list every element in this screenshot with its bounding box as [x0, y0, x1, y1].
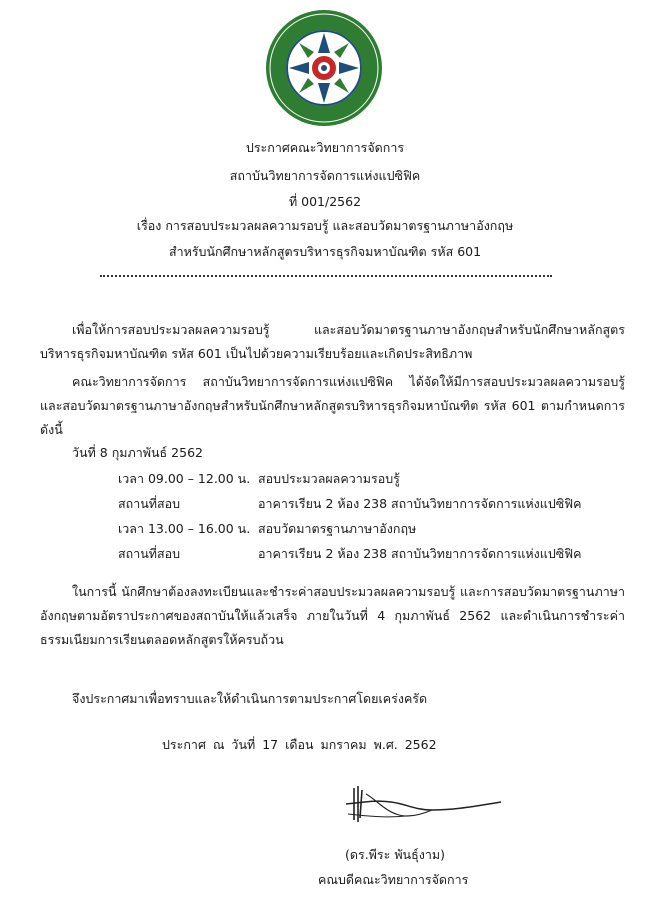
header-title: ประกาศคณะวิทยาการจัดการ: [245, 140, 405, 155]
signer-title: คณบดีคณะวิทยาการจัดการ: [318, 872, 469, 887]
schedule-row: [118, 469, 400, 489]
schedule-row: [118, 544, 581, 564]
schedule-row: [118, 494, 581, 514]
schedule-label: เวลา 09.00 – 12.00 น.: [118, 471, 251, 486]
header-number: ที่ 001/2562: [288, 194, 362, 209]
schedule-label: สถานที่สอบ: [118, 546, 181, 561]
paragraph-registration-text: ในการนี้ นักศึกษาต้องลงทะเบียนและชำระค่าสอบประมวลผลความรอบรู้ และการสอบวัดมาตรฐานภาษาอังกฤษตามอัตราประกาศของสถาบันให้แล้วเสร็จ ภายในวันที่ 4 กุมภาพันธ์ 2562 และดำเนินการชำระค่าธรรมเนียมการเรียนตลอดหลักสูตรให้ครบถ้วน: [40, 584, 625, 647]
signer-name: (ดร.พีระ พันธุ์งาม): [345, 847, 445, 862]
header-institute: สถาบันวิทยาการจัดการแห่งแปซิฟิค: [229, 168, 421, 183]
schedule-value: อาคารเรียน 2 ห้อง 238 สถาบันวิทยาการจัดการแห่งแปซิฟิค: [258, 496, 582, 511]
paragraph-purpose: [40, 318, 625, 366]
signature-icon: [336, 780, 506, 832]
paragraph-arrangement-text: คณะวิทยาการจัดการ สถาบันวิทยาการจัดการแห่งแปซิฟิค ได้จัดให้มีการสอบประมวลผลความรอบรู้ และสอบวัดมาตรฐานภาษาอังกฤษสำหรับนักศึกษาหลักสูตรบริหารธุรกิจมหาบัณฑิต รหัส 601 ตามกำหนดการ ดังนี้: [40, 374, 625, 437]
schedule-label: สถานที่สอบ: [118, 496, 181, 511]
header-audience: สำหรับนักศึกษาหลักสูตรบริหารธุรกิจมหาบัณฑิต รหัส 601: [168, 244, 482, 259]
header-subject: เรื่อง การสอบประมวลผลความรอบรู้ และสอบวัดมาตรฐานภาษาอังกฤษ: [136, 218, 514, 233]
schedule-row: [118, 519, 416, 539]
schedule-value: สอบประมวลผลความรอบรู้: [258, 471, 400, 486]
closing-statement: จึงประกาศมาเพื่อทราบและให้ดำเนินการตามประกาศโดยเคร่งครัด: [72, 691, 428, 706]
institute-logo-icon: [264, 8, 384, 128]
paragraph-purpose-text: เพื่อให้การสอบประมวลผลความรอบรู้ และสอบวัดมาตรฐานภาษาอังกฤษสำหรับนักศึกษาหลักสูตรบริหารธุรกิจมหาบัณฑิต รหัส 601 เป็นไปด้วยความเรียบร้อยและเกิดประสิทธิภาพ: [40, 322, 625, 361]
paragraph-registration: [40, 580, 625, 652]
schedule-label: เวลา 13.00 – 16.00 น.: [118, 521, 251, 536]
schedule-value: สอบวัดมาตรฐานภาษาอังกฤษ: [258, 521, 417, 536]
paragraph-arrangement: [40, 370, 625, 442]
schedule-value: อาคารเรียน 2 ห้อง 238 สถาบันวิทยาการจัดการแห่งแปซิฟิค: [258, 546, 582, 561]
dotted-divider: [100, 275, 552, 277]
announcement-date: ประกาศ ณ วันที่ 17 เดือน มกราคม พ.ศ. 2562: [162, 737, 437, 752]
exam-date: วันที่ 8 กุมภาพันธ์ 2562: [72, 445, 203, 460]
